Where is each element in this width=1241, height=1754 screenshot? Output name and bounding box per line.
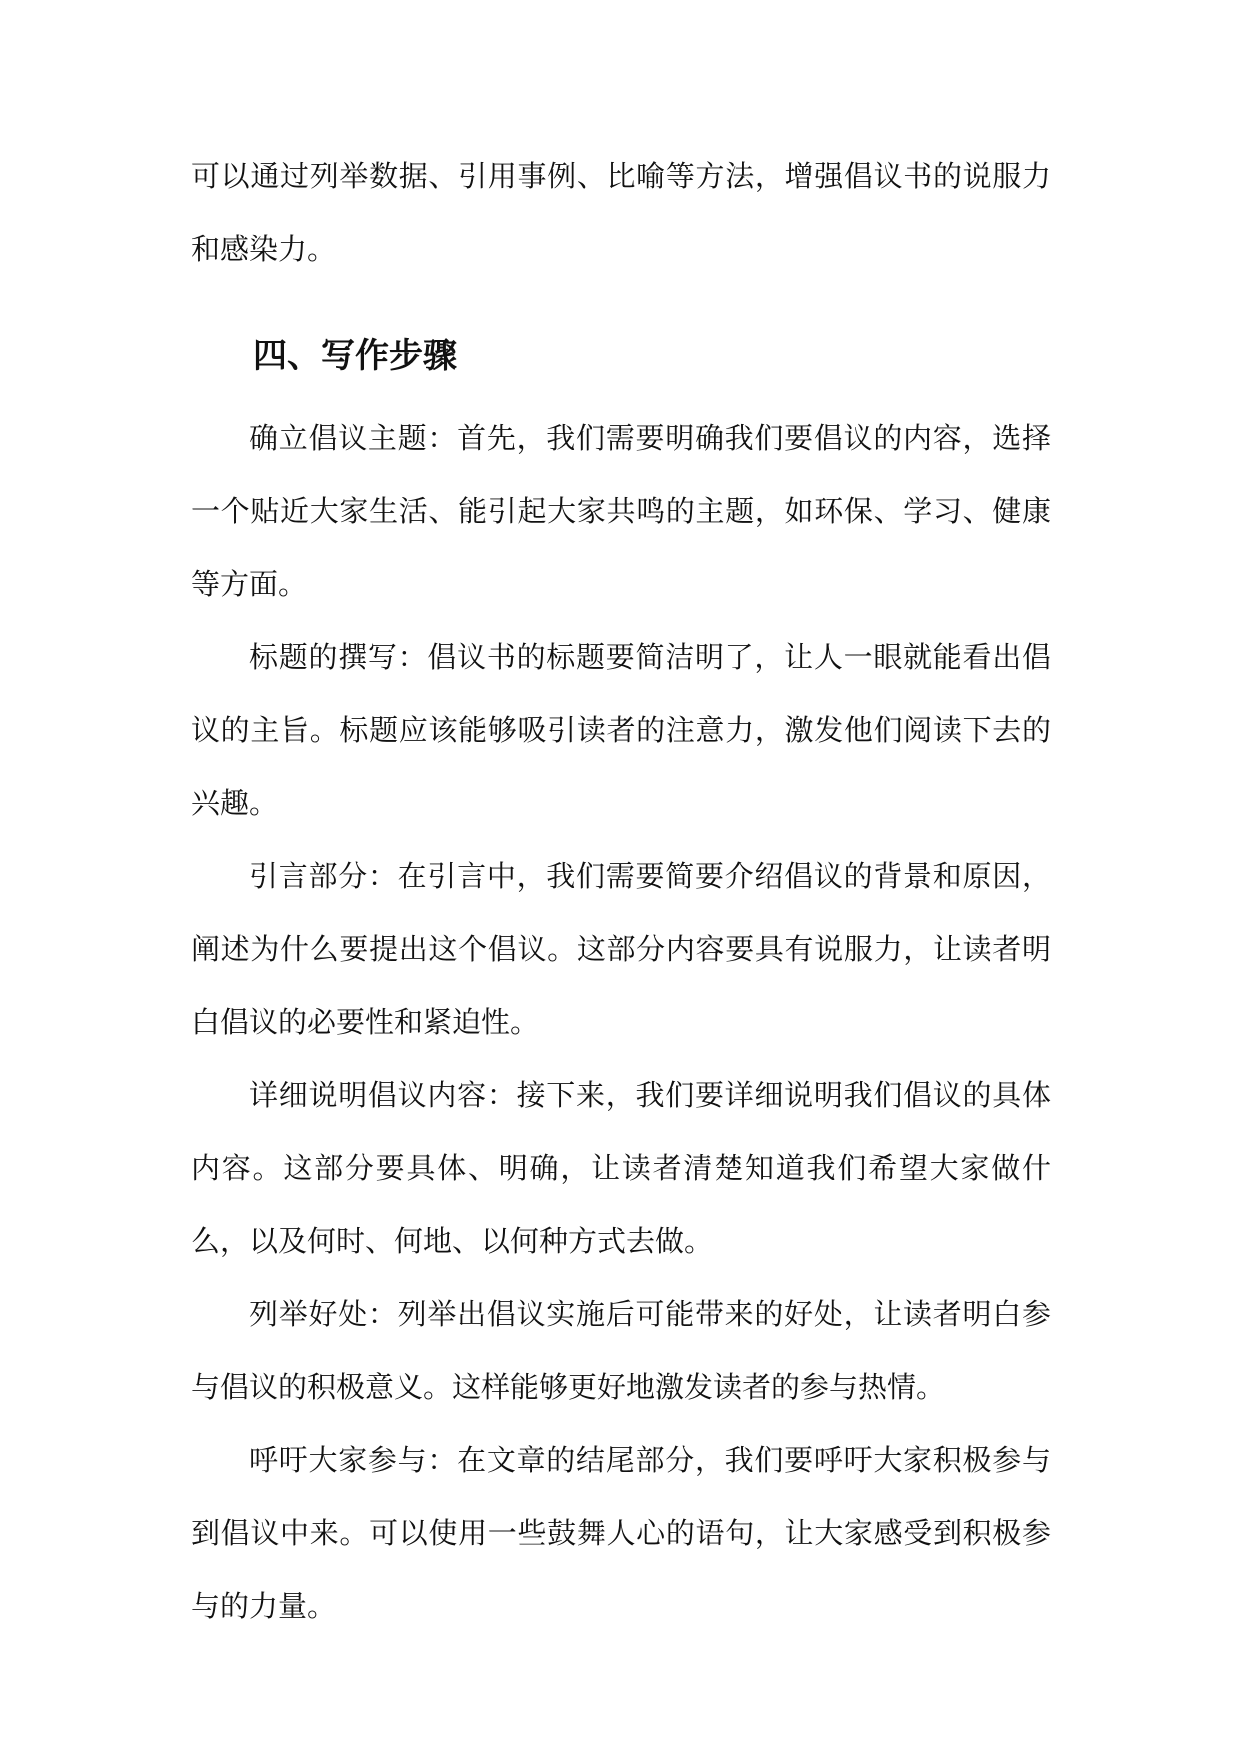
step-paragraph-4 [191,1059,1051,1278]
step-paragraph-6 [191,1424,1051,1643]
step-title: 引言部分： [249,859,398,893]
step-paragraph-2 [191,621,1051,840]
step-body: 接下来，我们要详细说明我们倡议的具体内容。这部分要具体、明确，让读者清楚知道我们希望大家做什么，以及何时、何地、以何种方式去做。 [191,1078,1051,1258]
step-title: 确立倡议主题： [249,421,458,455]
step-body: 首先，我们需要明确我们要倡议的内容，选择一个贴近大家生活、能引起大家共鸣的主题，如环保、学习、健康等方面。 [191,421,1051,601]
page-content [191,140,1051,1643]
step-paragraph-3 [191,840,1051,1059]
step-paragraph-1 [191,402,1051,621]
step-title: 详细说明倡议内容： [249,1078,517,1112]
step-body: 倡议书的标题要简洁明了，让人一眼就能看出倡议的主旨。标题应该能够吸引读者的注意力，激发他们阅读下去的兴趣。 [191,640,1051,820]
step-paragraph-5 [191,1278,1051,1424]
step-title: 列举好处： [249,1297,398,1331]
step-body: 列举出倡议实施后可能带来的好处，让读者明白参与倡议的积极意义。这样能够更好地激发读者的参与热情。 [191,1297,1051,1404]
step-body: 在文章的结尾部分，我们要呼吁大家积极参与到倡议中来。可以使用一些鼓舞人心的语句，让大家感受到积极参与的力量。 [191,1443,1051,1623]
step-body: 在引言中，我们需要简要介绍倡议的背景和原因，阐述为什么要提出这个倡议。这部分内容要具有说服力，让读者明白倡议的必要性和紧迫性。 [191,859,1051,1039]
intro-paragraph: 可以通过列举数据、引用事例、比喻等方法，增强倡议书的说服力和感染力。 [191,159,1051,266]
step-title: 呼吁大家参与： [249,1443,458,1477]
section-heading: 四、写作步骤 [253,336,457,376]
step-title: 标题的撰写： [249,640,428,674]
